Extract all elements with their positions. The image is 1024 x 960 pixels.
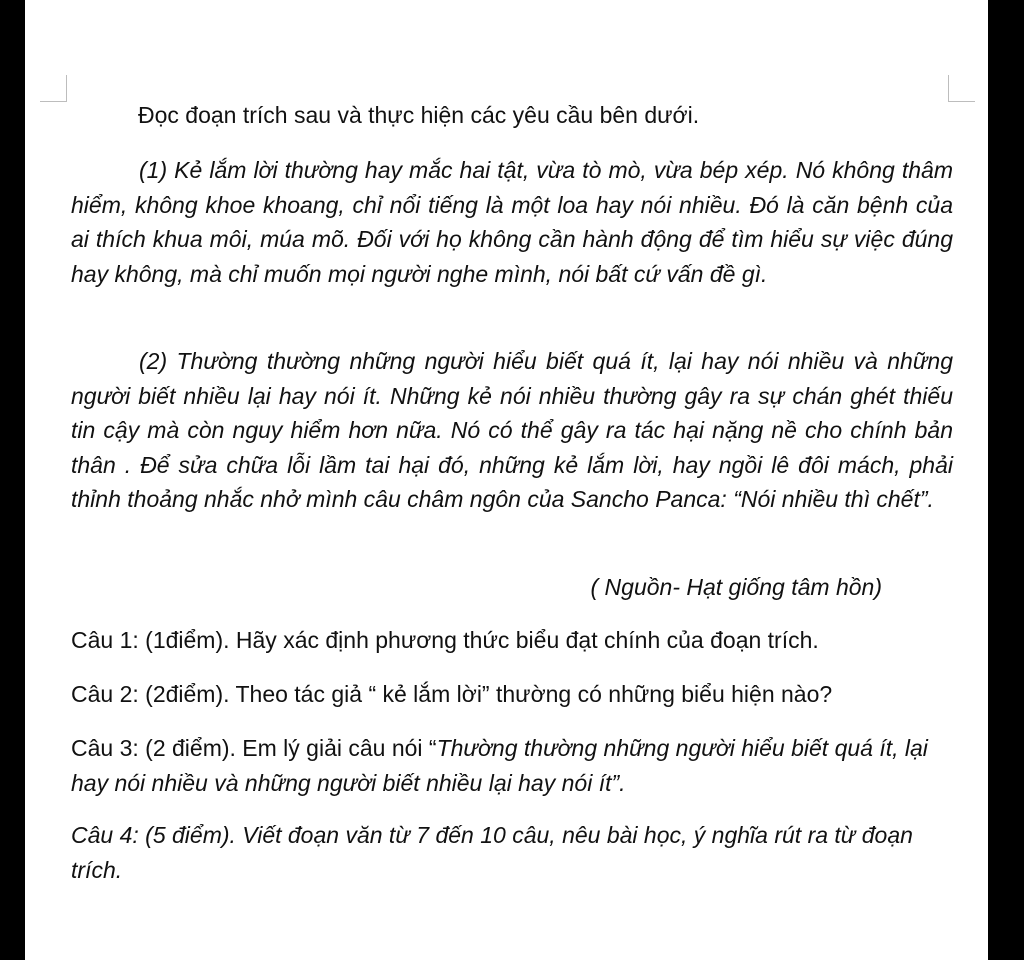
question-3-tail: ”. [611, 769, 626, 796]
question-1-text: : (1điểm). Hãy xác định phương thức biểu đạt chính của đoạn trích. [132, 627, 819, 653]
question-3-quote: Thường thường những người hiểu biết quá ít, lại hay nói nhiều và những người biết nhiều lại hay nói ít [71, 735, 928, 796]
document-page [25, 0, 988, 960]
question-2-label: Câu 2: [71, 681, 139, 707]
question-2 [71, 677, 953, 712]
question-3-text: (2 điểm). Em lý giải câu nói “ [138, 735, 437, 761]
question-4-label: Câu 4: [71, 822, 139, 848]
question-3-label: Câu 3: [71, 735, 139, 761]
crop-mark-top-left [40, 75, 67, 102]
passage-paragraph-2: (2) Thường thường những người hiểu biết quá ít, lại hay nói nhiều và những người biết nhiều lại hay nói ít. Những kẻ nói nhiều thường gây ra sự chán ghét thiếu tin cậy mà còn nguy hiểm hơn nữa. Nó có thể gây ra tác hại nặng nề cho chính bản thân . Để sửa chữa lỗi lầm tai hại đó, những kẻ lắm lời, hay ngồi lê đôi mách, phải thỉnh thoảng nhắc nhở mình câu châm ngôn của Sancho Panca: “Nói nhiều thì chết”. [71, 348, 953, 512]
question-3 [71, 731, 953, 800]
question-2-text: (2điểm). Theo tác giả “ kẻ lắm lời” thường có những biểu hiện nào? [138, 681, 833, 707]
instruction-heading: Đọc đoạn trích sau và thực hiện các yêu cầu bên dưới. [138, 102, 700, 128]
question-1-label: Câu 1 [71, 627, 133, 653]
question-4 [71, 818, 953, 887]
passage-paragraph-1: (1) Kẻ lắm lời thường hay mắc hai tật, vừa tò mò, vừa bép xép. Nó không thâm hiểm, không khoe khoang, chỉ nổi tiếng là một loa hay nói nhiều. Đó là căn bệnh của ai thích khua môi, múa mõ. Đối với họ không cần hành động để tìm hiểu sự việc đúng hay không, mà chỉ muốn mọi người nghe mình, nói bất cứ vấn đề gì. [71, 157, 953, 287]
question-4-text: (5 điểm). Viết đoạn văn từ 7 đến 10 câu, nêu bài học, ý nghĩa rút ra từ đoạn trích. [71, 822, 913, 883]
question-1 [71, 623, 953, 658]
crop-mark-top-right [948, 75, 975, 102]
source-citation: ( Nguồn- Hạt giống tâm hồn) [590, 574, 882, 600]
